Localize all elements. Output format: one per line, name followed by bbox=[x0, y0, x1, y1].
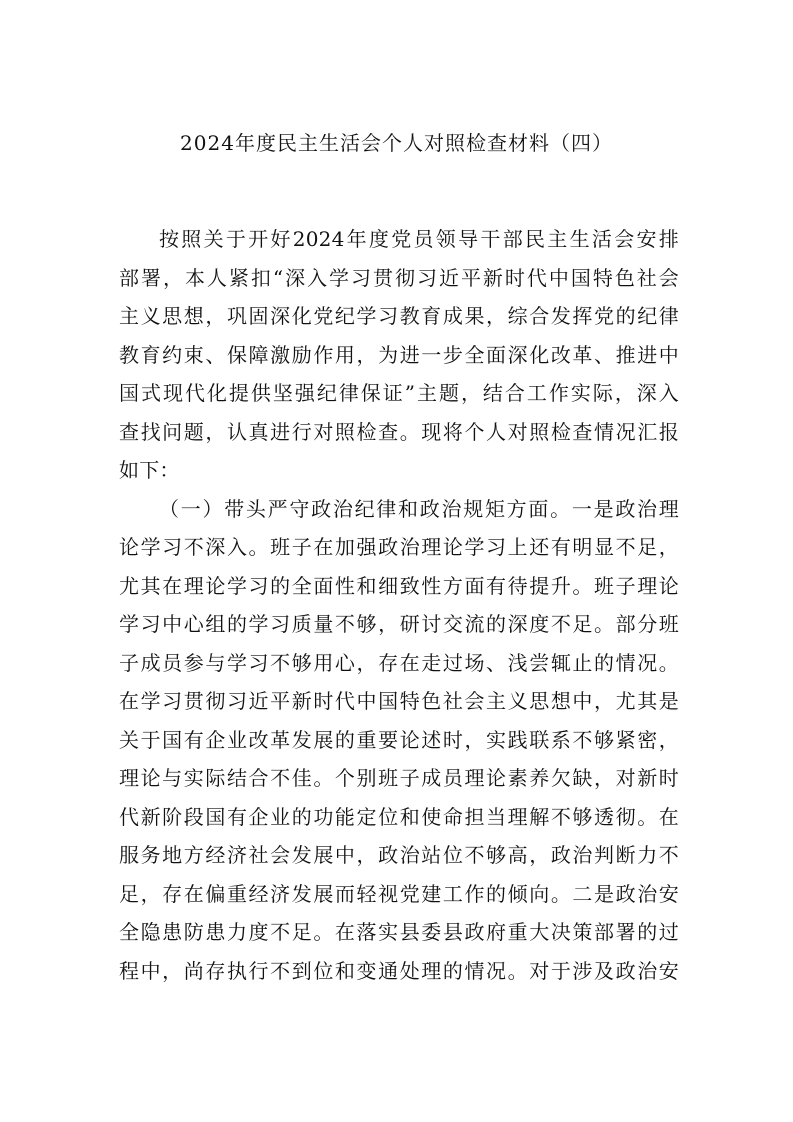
text-line: 尤其在理论学习的全面性和细致性方面有待提升。班子理论 bbox=[119, 573, 679, 598]
text-line: 如下： bbox=[119, 458, 180, 482]
text-line: 部署，本人紧扣“深入学习贯彻习近平新时代中国特色社会 bbox=[119, 265, 679, 290]
text-line: 教育约束、保障激励作用，为进一步全面深化改革、推进中 bbox=[119, 342, 679, 367]
document-title: 2024年度民主生活会个人对照检查材料（四） bbox=[180, 131, 613, 155]
text-line: 全隐患防患力度不足。在落实县委县政府重大决策部署的过 bbox=[119, 920, 679, 944]
text-line: 代新阶段国有企业的功能定位和使命担当理解不够透彻。在 bbox=[119, 804, 679, 829]
text-line: 足，存在偏重经济发展而轻视党建工作的倾向。二是政治安 bbox=[119, 881, 679, 906]
text-line: 在学习贯彻习近平新时代中国特色社会主义思想中，尤其是 bbox=[119, 689, 679, 713]
text-line: 论学习不深入。班子在加强政治理论学习上还有明显不足， bbox=[119, 535, 679, 559]
text-line: 子成员参与学习不够用心，存在走过场、浅尝辄止的情况。 bbox=[119, 650, 679, 675]
text-line: 按照关于开好2024年度党员领导干部民主生活会安排 bbox=[159, 227, 679, 251]
document-body bbox=[119, 220, 679, 990]
text-line: 关于国有企业改革发展的重要论述时，实践联系不够紧密， bbox=[119, 727, 679, 752]
text-line: 查找问题，认真进行对照检查。现将个人对照检查情况汇报 bbox=[119, 419, 679, 444]
text-line: 程中，尚存执行不到位和变通处理的情况。对于涉及政治安 bbox=[119, 958, 679, 983]
text-line: 国式现代化提供坚强纪律保证”主题，结合工作实际，深入 bbox=[119, 381, 679, 405]
text-line: 理论与实际结合不佳。个别班子成员理论素养欠缺，对新时 bbox=[119, 766, 679, 790]
text-line: 学习中心组的学习质量不够，研讨交流的深度不足。部分班 bbox=[119, 612, 679, 636]
text-line: （一）带头严守政治纪律和政治规矩方面。一是政治理 bbox=[159, 496, 679, 521]
text-line: 服务地方经济社会发展中，政治站位不够高，政治判断力不 bbox=[119, 843, 679, 867]
text-line: 主义思想，巩固深化党纪学习教育成果，综合发挥党的纪律 bbox=[119, 304, 679, 328]
